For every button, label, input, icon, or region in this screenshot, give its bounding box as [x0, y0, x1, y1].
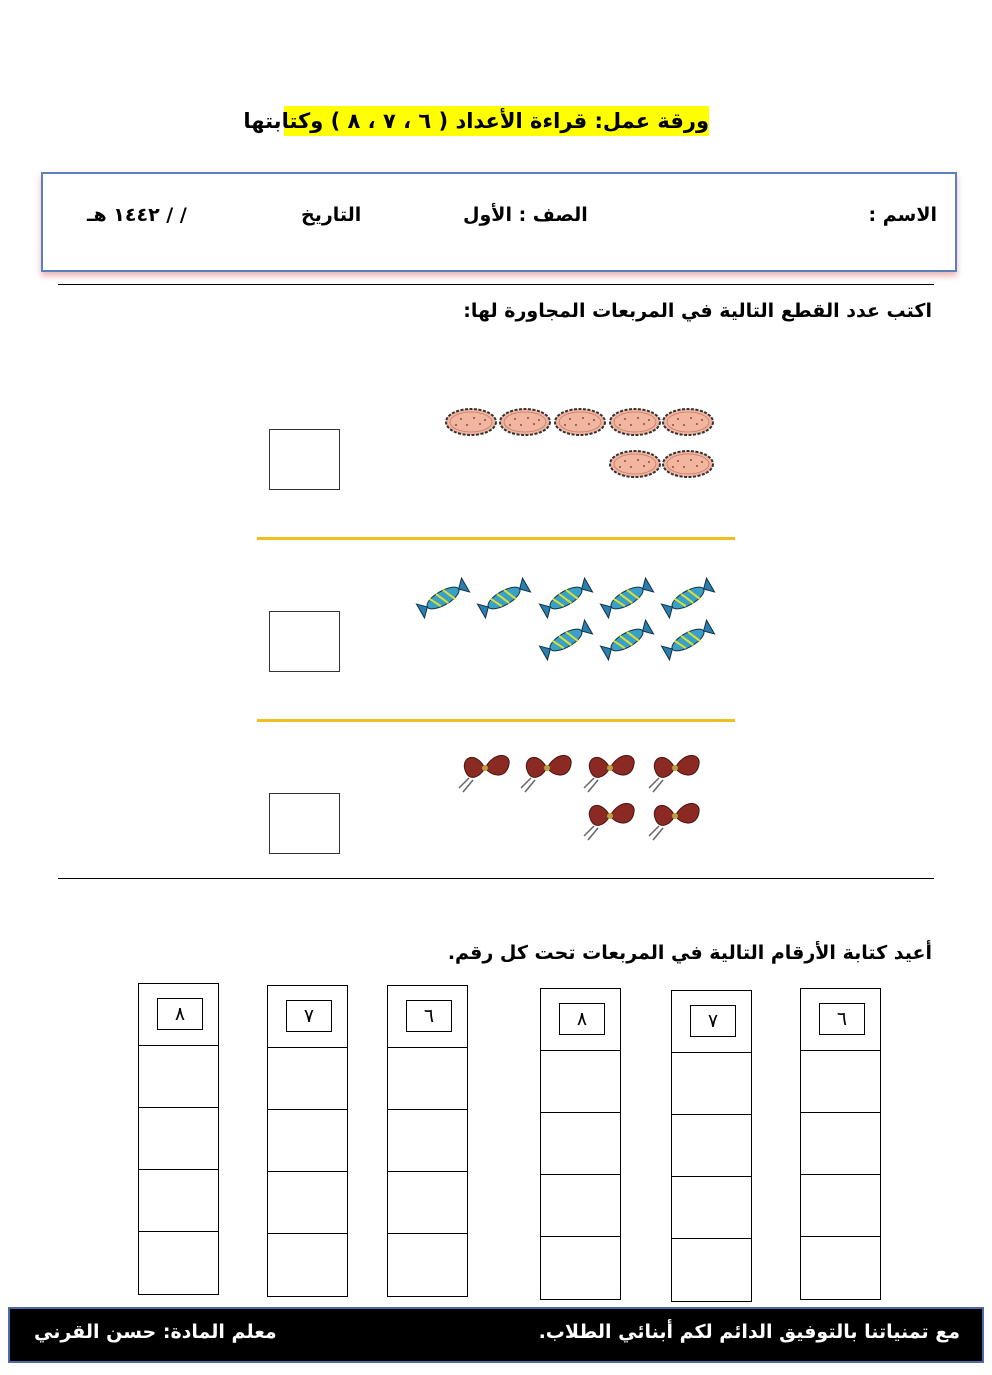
cookie-icon — [610, 409, 660, 435]
answer-box-candies[interactable] — [269, 611, 340, 672]
divider-top — [58, 284, 934, 285]
digit-label: ٨ — [559, 1003, 605, 1035]
writing-cell[interactable] — [801, 1113, 880, 1175]
writing-cell[interactable] — [541, 1237, 620, 1299]
writing-cell[interactable] — [541, 1175, 620, 1237]
bow-icon — [584, 804, 634, 841]
writing-cell[interactable] — [388, 1048, 467, 1110]
answer-box-cookies[interactable] — [269, 429, 340, 490]
cookie-icon — [663, 409, 713, 435]
divider-bottom — [58, 878, 934, 879]
cookie-icon — [663, 451, 713, 477]
bow-icon — [649, 756, 699, 793]
name-label: الاسم : — [868, 204, 937, 226]
writing-cell[interactable] — [388, 1172, 467, 1234]
cookie-icon — [555, 409, 605, 435]
writing-cell[interactable] — [268, 1110, 347, 1172]
writing-cell[interactable] — [139, 1046, 218, 1108]
candy-icon — [416, 578, 469, 618]
candy-icon — [539, 578, 592, 618]
footer-bar — [8, 1307, 984, 1363]
writing-cell[interactable] — [672, 1053, 751, 1115]
answer-box-bows[interactable] — [269, 793, 340, 854]
cookie-icon — [500, 409, 550, 435]
writing-cell[interactable] — [268, 1172, 347, 1234]
grade-label: الصف : الأول — [463, 204, 588, 226]
writing-cell[interactable] — [139, 1170, 218, 1232]
digit-label: ٦ — [819, 1003, 865, 1035]
candy-icon — [661, 578, 714, 618]
writing-cell[interactable] — [268, 1048, 347, 1110]
bow-icon — [649, 804, 699, 841]
student-info-box — [41, 172, 957, 272]
writing-cell[interactable] — [541, 1113, 620, 1175]
bow-icon — [584, 756, 634, 793]
worksheet-title: ورقة عمل: قراءة الأعداد ( ٦ ، ٧ ، ٨ ) وكتابتها — [284, 106, 709, 136]
writing-column — [671, 990, 752, 1302]
candy-icon — [661, 620, 714, 660]
cookies-group — [440, 400, 720, 485]
writing-column — [540, 988, 621, 1300]
candy-icon — [477, 578, 530, 618]
digit-label: ٧ — [286, 1000, 332, 1032]
digit-label: ٦ — [406, 1000, 452, 1032]
bows-group — [445, 740, 715, 845]
writing-column — [138, 983, 219, 1295]
footer-wishes: مع تمنياتنا بالتوفيق الدائم لكم أبنائي الطلاب. — [538, 1321, 960, 1343]
candies-group — [410, 572, 720, 667]
writing-column — [267, 985, 348, 1297]
bow-icon — [459, 756, 509, 793]
writing-cell[interactable] — [268, 1234, 347, 1296]
candy-icon — [600, 620, 653, 660]
separator-1 — [257, 537, 735, 540]
writing-cell[interactable] — [139, 1108, 218, 1170]
writing-cell[interactable] — [672, 1115, 751, 1177]
date-value: / / ١٤٤٢ هـ — [87, 204, 187, 226]
footer-teacher: معلم المادة: حسن القرني — [34, 1321, 277, 1343]
writing-cell[interactable] — [801, 1175, 880, 1237]
candy-icon — [600, 578, 653, 618]
candy-icon — [539, 620, 592, 660]
date-label: التاريخ — [301, 204, 362, 226]
writing-cell[interactable] — [801, 1051, 880, 1113]
writing-cell[interactable] — [672, 1177, 751, 1239]
bow-icon — [521, 756, 571, 793]
cookie-icon — [610, 451, 660, 477]
digit-label: ٨ — [157, 998, 203, 1030]
writing-cell[interactable] — [139, 1232, 218, 1294]
writing-cell[interactable] — [672, 1239, 751, 1301]
separator-2 — [257, 719, 735, 722]
writing-cell[interactable] — [388, 1234, 467, 1296]
section2-instruction: أعيد كتابة الأرقام التالية في المربعات تحت كل رقم. — [447, 942, 932, 964]
writing-cell[interactable] — [541, 1051, 620, 1113]
section1-instruction: اكتب عدد القطع التالية في المربعات المجاورة لها: — [463, 300, 932, 322]
writing-cell[interactable] — [388, 1110, 467, 1172]
writing-column — [800, 988, 881, 1300]
writing-column — [387, 985, 468, 1297]
digit-label: ٧ — [690, 1005, 736, 1037]
writing-cell[interactable] — [801, 1237, 880, 1299]
cookie-icon — [446, 409, 496, 435]
